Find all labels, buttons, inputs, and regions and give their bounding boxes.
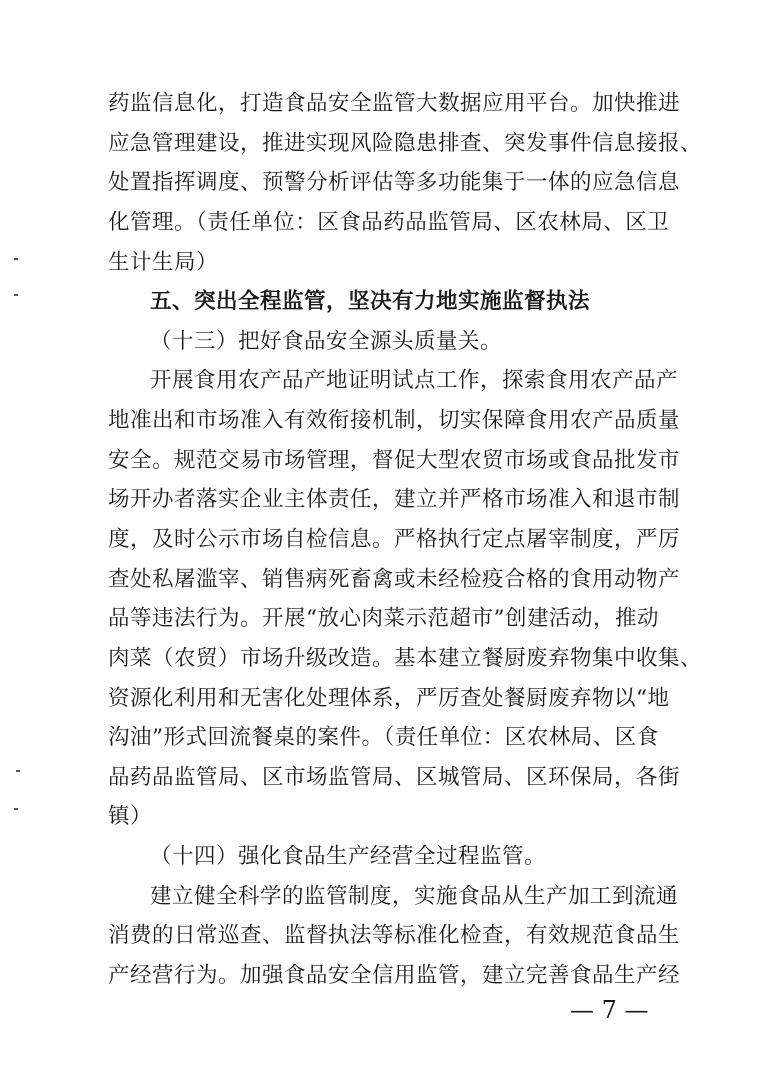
subsection-heading: （十四）强化食品生产经营全过程监管。 bbox=[150, 844, 547, 869]
body-text-line: 场开办者落实企业主体责任，建立并严格市场准入和退市制 bbox=[108, 487, 681, 512]
body-text-line: 产经营行为。加强食品安全信用监管，建立完善食品生产经 bbox=[108, 963, 681, 988]
body-text-line: 建立健全科学的监管制度，实施食品从生产加工到流通 bbox=[150, 884, 679, 909]
body-text-line: 生计生局） bbox=[108, 250, 219, 275]
body-text-line: 查处私屠滥宰、销售病死畜禽或未经检疫合格的食用动物产 bbox=[108, 567, 681, 592]
body-text-line: 开展食用农产品产地证明试点工作，探索食用农产品产 bbox=[150, 368, 679, 393]
page-number: — 7 — bbox=[570, 996, 649, 1024]
section-heading: 五、突出全程监管，坚决有力地实施监督执法 bbox=[150, 289, 591, 314]
body-text-line: 镇） bbox=[108, 804, 153, 829]
scan-speck bbox=[16, 770, 20, 772]
body-text-line: 沟油”形式回流餐桌的案件。（责任单位：区农林局、区食 bbox=[108, 725, 659, 750]
body-text-line: 处置指挥调度、预警分析评估等多功能集于一体的应急信息 bbox=[108, 170, 681, 195]
scan-speck bbox=[14, 294, 18, 296]
scan-speck bbox=[14, 808, 18, 810]
subsection-heading: （十三）把好食品安全源头质量关。 bbox=[150, 329, 503, 354]
body-text-line: 品等违法行为。开展“放心肉菜示范超市”创建活动，推动 bbox=[108, 606, 659, 631]
body-text-line: 资源化利用和无害化处理体系，严厉查处餐厨废弃物以“地 bbox=[108, 686, 670, 711]
body-text-line: 药监信息化，打造食品安全监管大数据应用平台。加快推进 bbox=[108, 91, 681, 116]
body-text-line: 消费的日常巡查、监督执法等标准化检查，有效规范食品生 bbox=[108, 923, 681, 948]
body-text-line: 应急管理建设，推进实现风险隐患排查、突发事件信息接报、 bbox=[108, 131, 703, 156]
body-text-line: 地准出和市场准入有效衔接机制，切实保障食用农产品质量 bbox=[108, 408, 681, 433]
body-text-line: 度，及时公示市场自检信息。严格执行定点屠宰制度，严厉 bbox=[108, 527, 681, 552]
body-text-line: 肉菜（农贸）市场升级改造。基本建立餐厨废弃物集中收集、 bbox=[108, 646, 703, 671]
scan-speck bbox=[14, 258, 18, 260]
body-text-line: 安全。规范交易市场管理，督促大型农贸市场或食品批发市 bbox=[108, 448, 681, 473]
body-text-line: 品药品监管局、区市场监管局、区城管局、区环保局，各街 bbox=[108, 765, 681, 790]
body-text-line: 化管理。（责任单位：区食品药品监管局、区农林局、区卫 bbox=[108, 210, 670, 235]
